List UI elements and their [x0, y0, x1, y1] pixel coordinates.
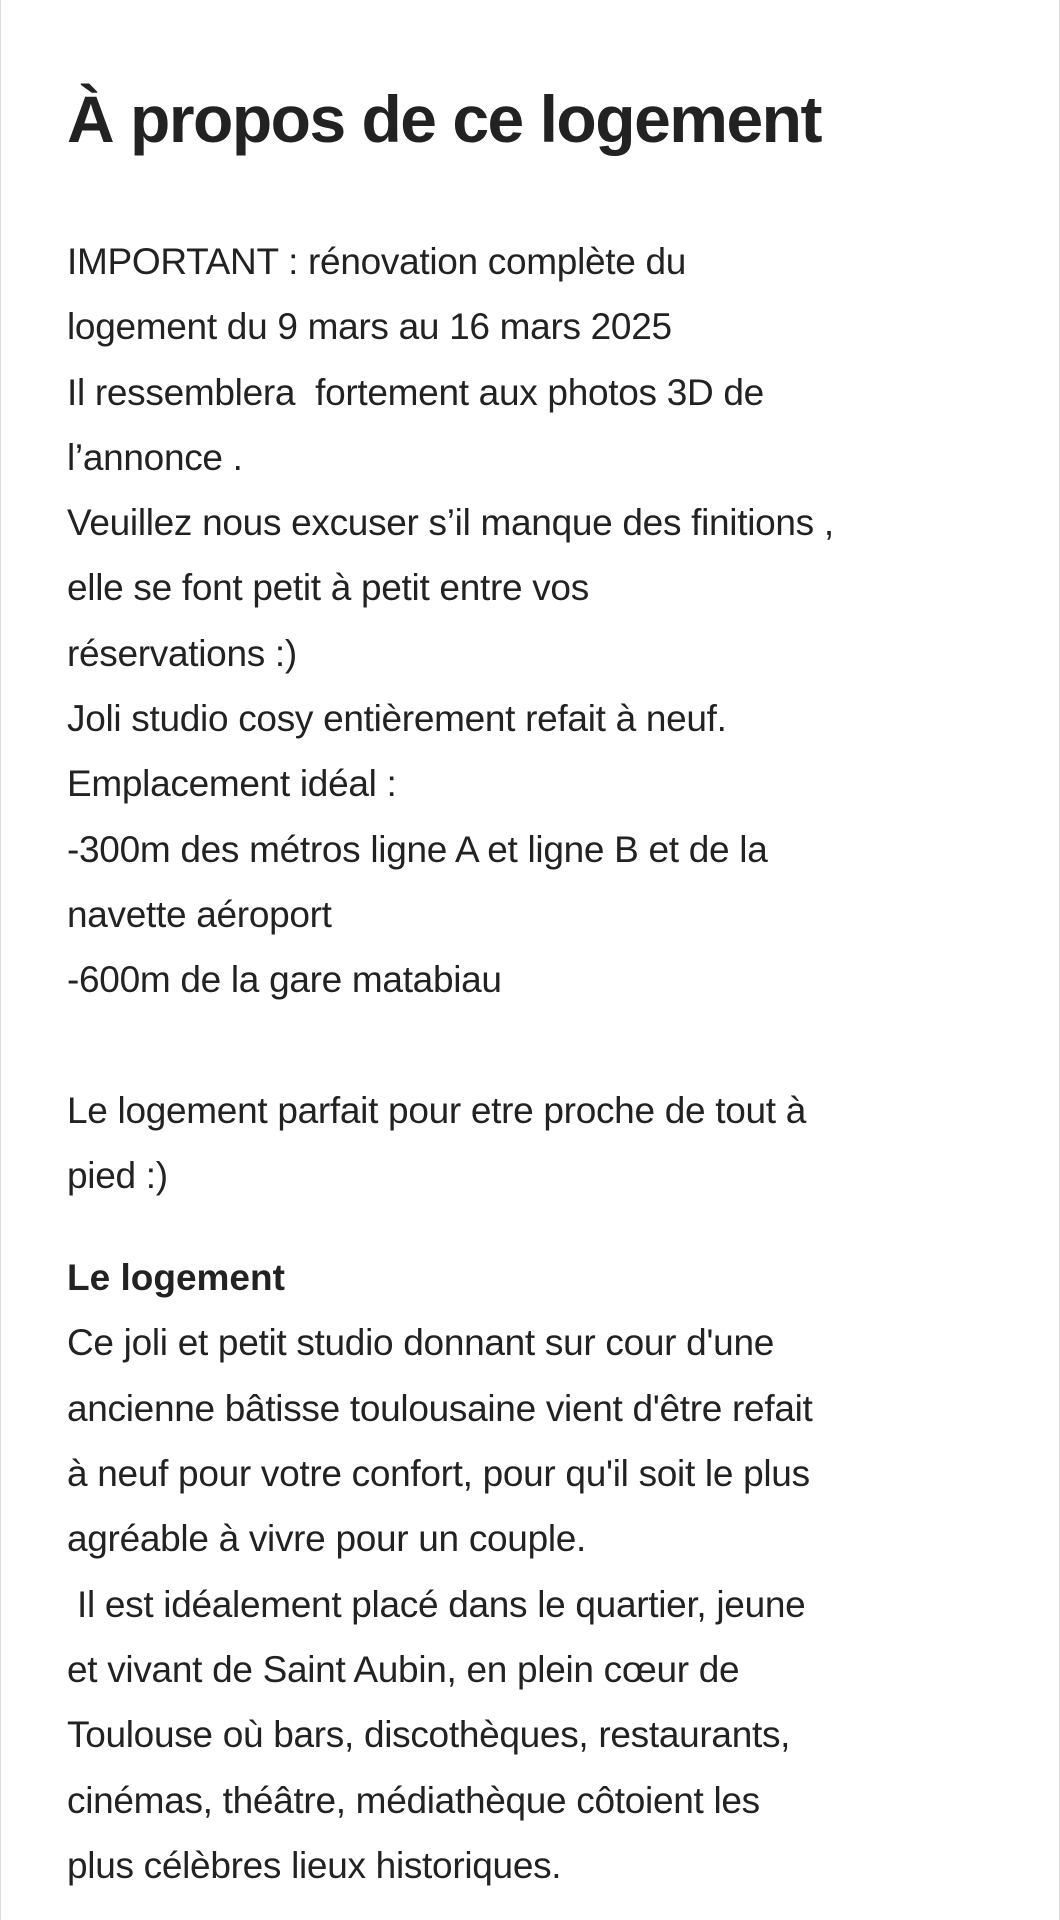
text-line: logement du 9 mars au 16 mars 2025 [67, 306, 672, 348]
text-line: IMPORTANT : rénovation complète du [67, 241, 687, 282]
section-text [67, 1310, 834, 1898]
text-line: Il ressemblera fortement aux photos 3D de [67, 371, 764, 413]
text-line: -600m de la gare matabiau [67, 959, 502, 1001]
text-line: Veuillez nous excuser s’il manque des finitions , [67, 502, 834, 544]
intro-text [67, 229, 834, 1013]
text-line: Emplacement idéal : [67, 763, 397, 805]
text-line: Il est idéalement placé dans le quartier, jeune [67, 1583, 806, 1625]
page-title: À propos de ce logement [67, 82, 821, 156]
text-line: navette aéroport [67, 893, 332, 935]
text-line: et vivant de Saint Aubin, en plein cœur de [67, 1648, 740, 1690]
text-line: plus célèbres lieux historiques. [67, 1844, 562, 1886]
text-line: pied :) [67, 1155, 168, 1197]
closing-text [67, 1078, 834, 1209]
section-heading-le-logement: Le logement [67, 1257, 285, 1299]
text-line: agréable à vivre pour un couple. [67, 1518, 587, 1560]
text-line: Joli studio cosy entièrement refait à neuf. [67, 698, 727, 740]
blank-line [67, 1013, 834, 1078]
description-body [67, 229, 834, 1898]
text-line: Ce joli et petit studio donnant sur cour d'une [67, 1322, 774, 1364]
text-line: à neuf pour votre confort, pour qu'il soit le plus [67, 1453, 810, 1495]
text-line: cinémas, théâtre, médiathèque côtoient les [67, 1779, 760, 1821]
text-line: Le logement parfait pour etre proche de tout à [67, 1089, 807, 1131]
text-line: Toulouse où bars, discothèques, restaurants, [67, 1714, 791, 1756]
text-line: l’annonce . [67, 436, 243, 478]
text-line: elle se font petit à petit entre vos [67, 567, 589, 609]
text-line: réservations :) [67, 632, 297, 674]
text-line: -300m des métros ligne A et ligne B et de la [67, 828, 768, 870]
text-line: ancienne bâtisse toulousaine vient d'être refait [67, 1387, 813, 1429]
